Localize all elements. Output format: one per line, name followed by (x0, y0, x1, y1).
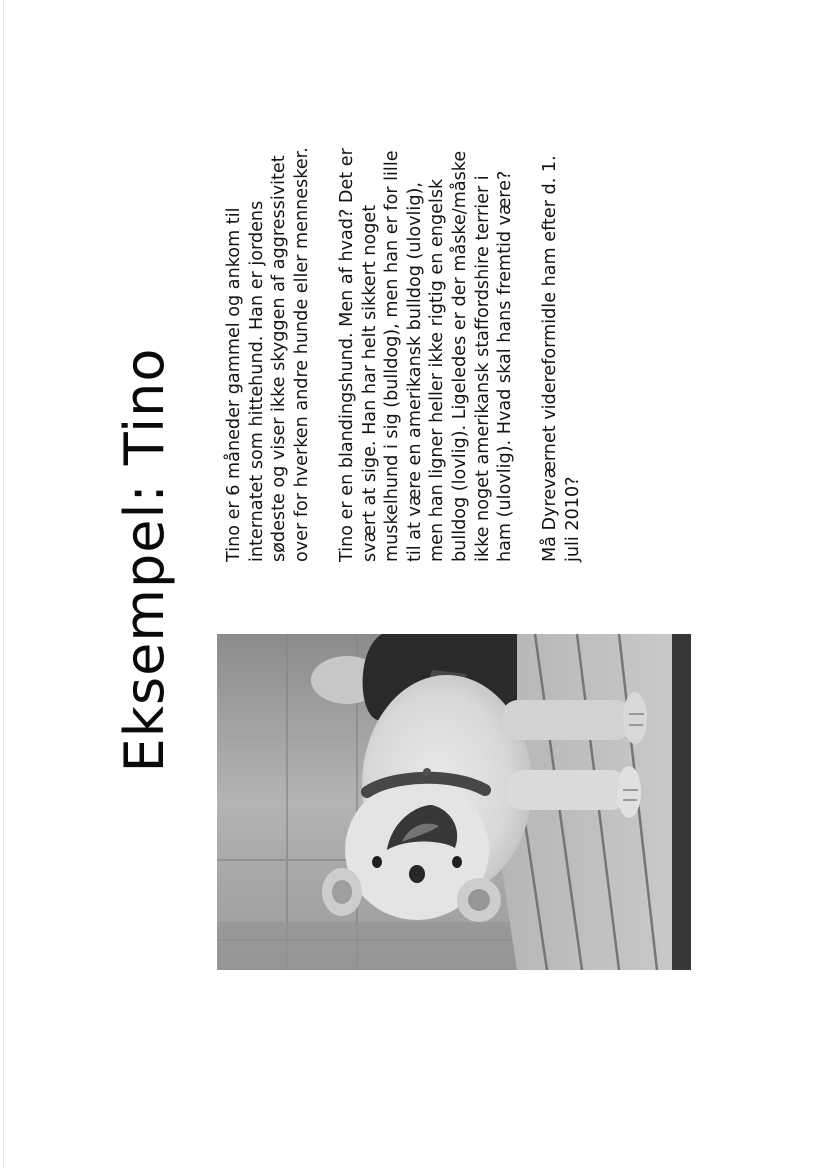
paragraph-intro: Tino er 6 måneder gammel og ankom til internatet som hittehund. Han er jordens sødeste og viser ikke skyggen af aggressivitet over for hverken andre hunde eller mennesker. (224, 147, 312, 562)
dog-photo (217, 634, 691, 970)
paragraph-breed: Tino er en blandingshund. Men af hvad? Det er svært at sige. Han har helt sikkert noget muskelhund i sig (bulldog), men han er for lille til at være en amerikansk bulldog (ulovlig), men han ligner heller ikke rigtig en engelsk bulldog (lovlig). Ligeledes er der måske/måske ikke noget amerikansk staffordshire terrier i ham (ulovlig). Hvad skal hans fremtid være? (336, 148, 516, 562)
paragraph-question: Må Dyreværnet videreformidle ham efter d. 1. juli 2010? (540, 155, 583, 562)
slide-text (223, 142, 607, 562)
scan-edge (3, 0, 4, 1168)
rotated-slide (105, 80, 725, 1040)
dog-photo-illustration (217, 634, 691, 970)
slide-title: Eksempel: Tino (113, 347, 176, 773)
